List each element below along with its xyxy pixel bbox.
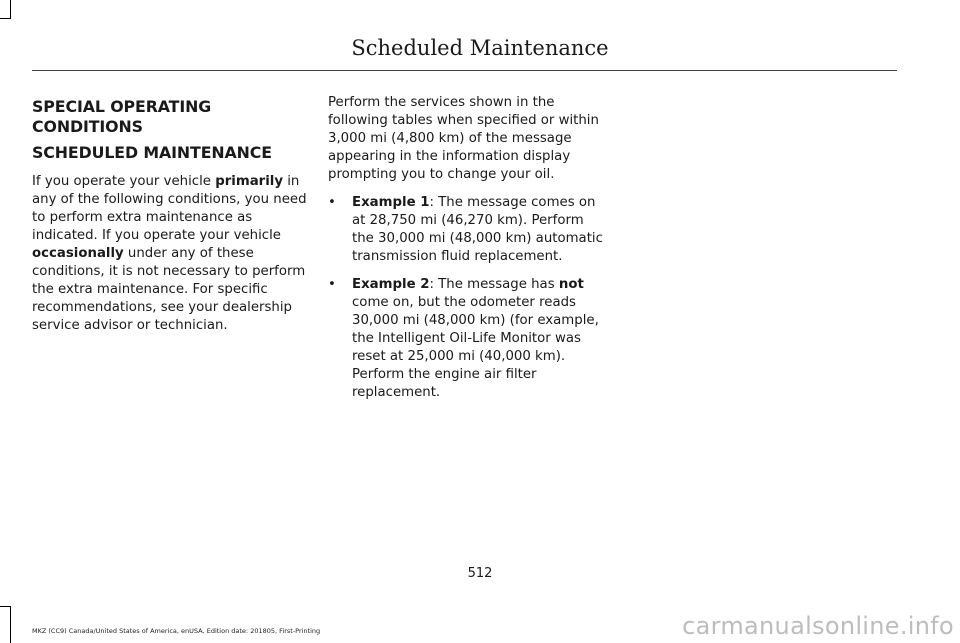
intro-paragraph: If you operate your vehicle primarily in any of the following conditions, you need to perform extra maintenance as indicated. If you operate your vehicle occasionally under any of these conditions, it is not necessary to perform the extra maintenance. For specific recommendations, see your dealership service advisor or technician. bbox=[32, 174, 307, 333]
edition-footer: MKZ (CC9) Canada/United States of America, enUSA, Edition date: 201805, First-Printing bbox=[32, 627, 321, 635]
list-item: • Example 2: The message has not come on, but the odometer reads 30,000 mi (48,000 km) (for example, the Intelligent Oil-Life Monitor was reset at 25,000 mi (40,000 km). Perform the engine air filter replacement. bbox=[328, 277, 599, 400]
crop-mark bbox=[10, 606, 11, 643]
crop-mark bbox=[0, 606, 11, 607]
example-2-label: Example 2 bbox=[352, 277, 430, 292]
crop-mark bbox=[0, 18, 11, 19]
watermark: carmanualsonline.info bbox=[682, 612, 954, 640]
left-column bbox=[32, 94, 307, 345]
bullet-icon: • bbox=[328, 277, 336, 292]
bullet-icon: • bbox=[328, 195, 336, 210]
example-1-label: Example 1 bbox=[352, 195, 430, 210]
right-column bbox=[328, 94, 604, 412]
services-paragraph: Perform the services shown in the following tables when specified or within 3,000 mi (4,800 km) of the message appearing in the information display prompting you to change your oil. bbox=[328, 95, 599, 182]
example-list bbox=[328, 194, 604, 402]
page-title: Scheduled Maintenance bbox=[351, 36, 609, 60]
emphasis-occasionally: occasionally bbox=[32, 246, 124, 261]
heading-scheduled-maintenance: SCHEDULED MAINTENANCE bbox=[32, 143, 272, 162]
crop-mark bbox=[10, 0, 11, 18]
heading-special-operating-conditions: SPECIAL OPERATING CONDITIONS bbox=[32, 97, 212, 136]
emphasis-not: not bbox=[558, 277, 584, 292]
emphasis-primarily: primarily bbox=[215, 174, 284, 189]
list-item: • Example 1: The message comes on at 28,750 mi (46,270 km). Perform the 30,000 mi (48,000 km) automatic transmission fluid replacement. bbox=[328, 195, 603, 264]
page-number: 512 bbox=[467, 566, 493, 581]
header-rule bbox=[32, 70, 897, 71]
